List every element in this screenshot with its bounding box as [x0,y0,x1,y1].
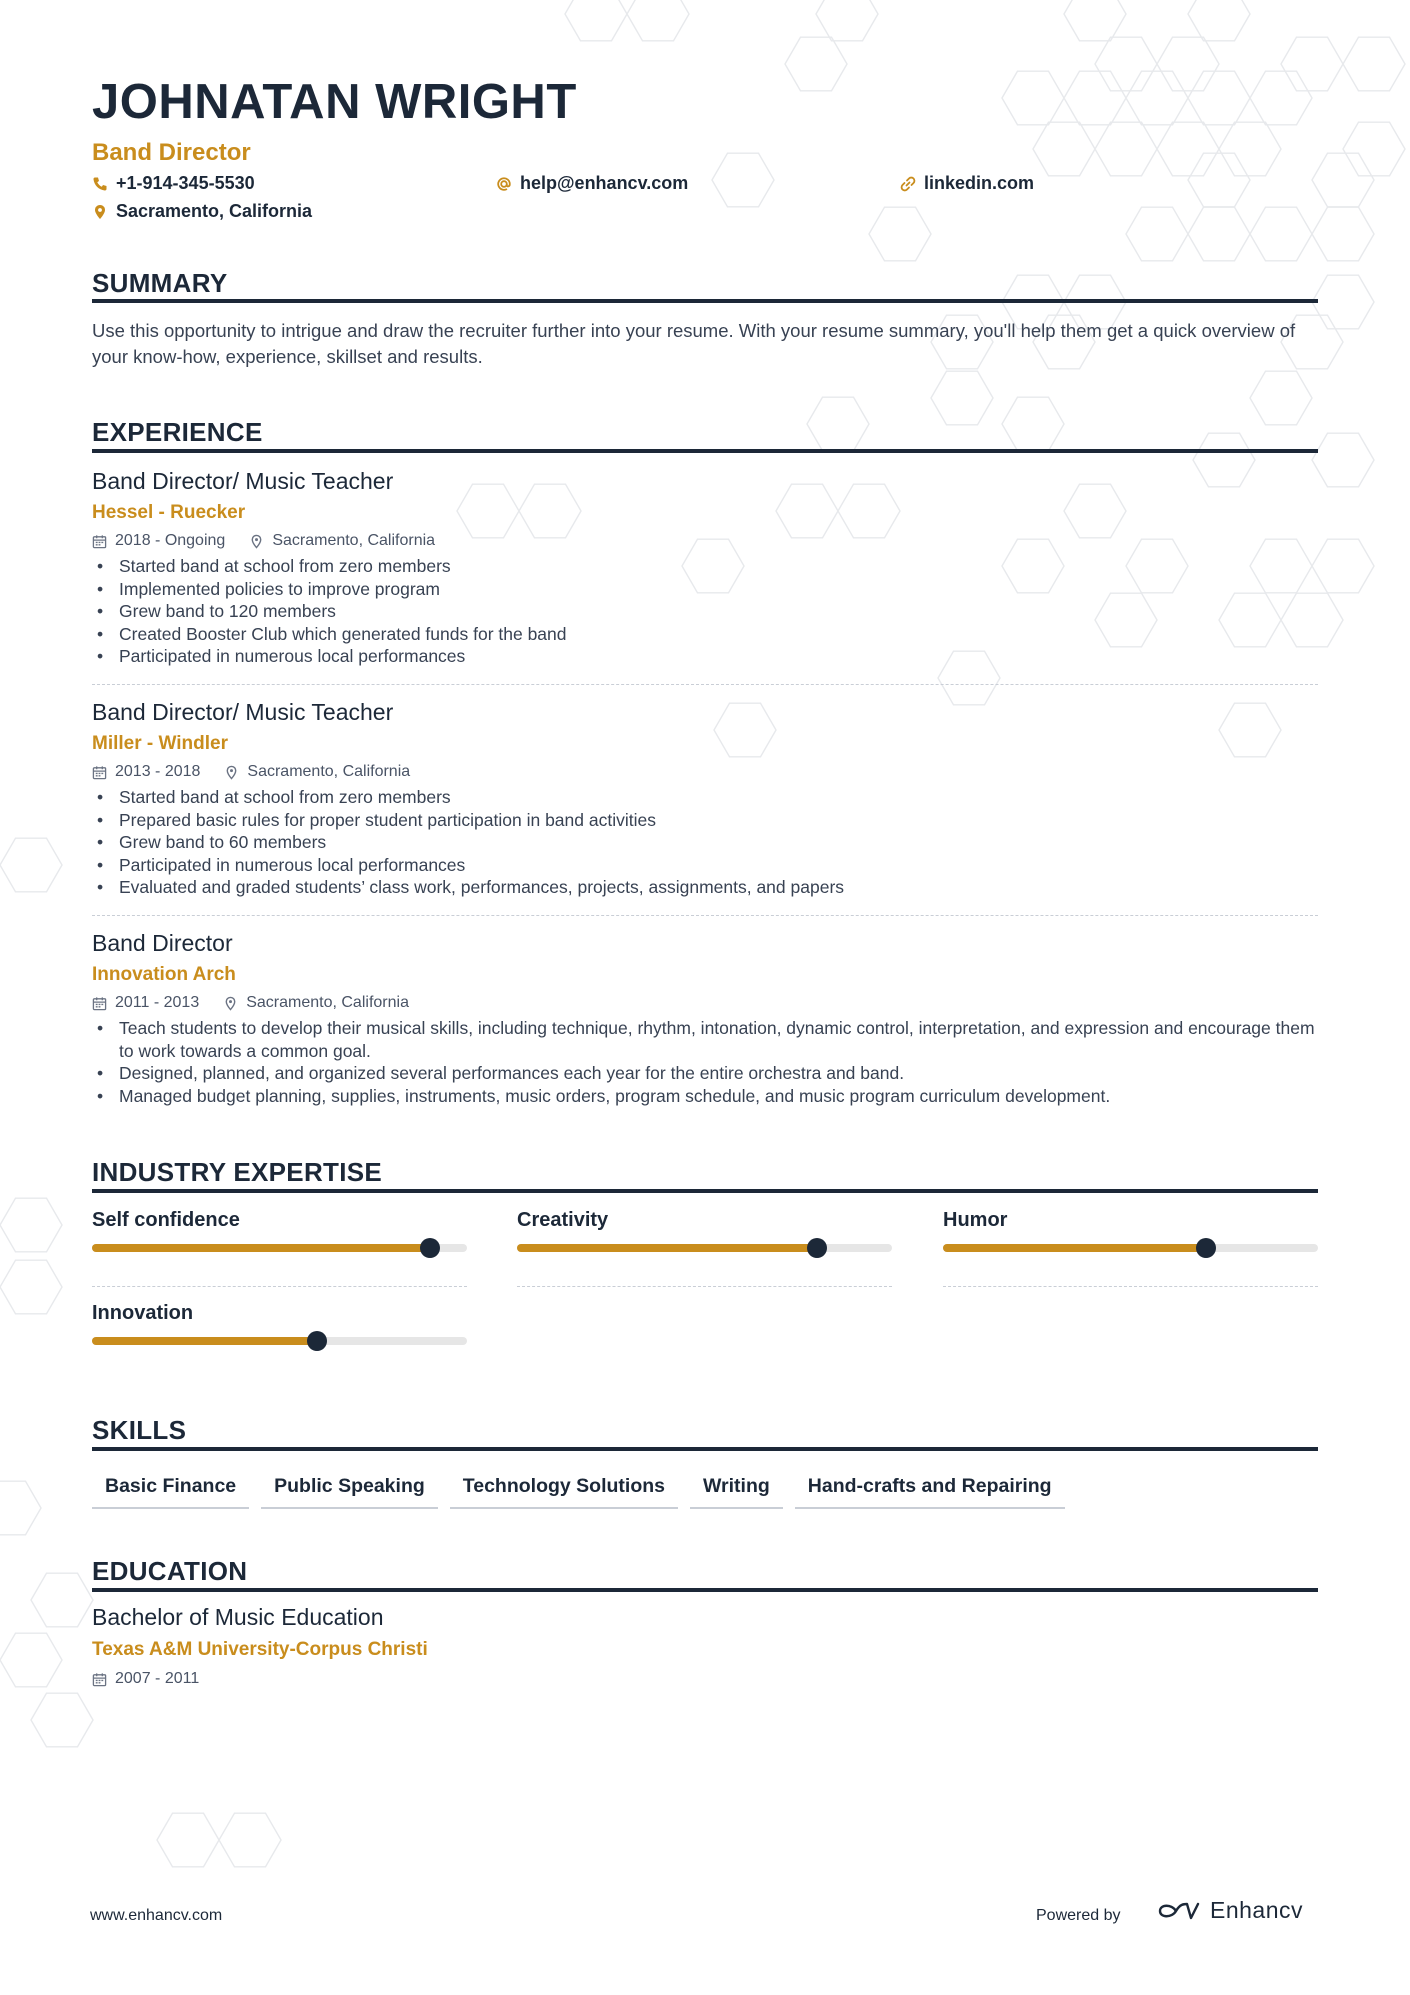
job-bullets [92,786,1318,899]
expertise-fill [517,1244,817,1252]
phone-icon [92,176,108,192]
bullet-item: • Created Booster Club which generated funds for the band [92,623,1318,646]
hexagon-shape [219,1813,281,1867]
education-dates-row [92,1670,199,1688]
job-location: Sacramento, California [272,532,436,549]
hexagon-shape [1157,122,1219,176]
hexagon-shape [1188,71,1250,125]
expertise-track [517,1244,892,1252]
hexagon-shape [807,397,869,451]
linkedin-text[interactable]: linkedin.com [924,173,1035,193]
hexagon-shape [0,1198,62,1252]
email-text[interactable]: help@enhancv.com [520,173,689,193]
job-bullets [92,555,1318,668]
expertise-track [92,1337,467,1345]
hexagon-shape [0,1260,62,1314]
location-text: Sacramento, California [116,201,313,221]
education-rule [92,1588,1318,1592]
location-pin-icon [92,204,108,220]
job-title: Band Director [92,930,233,956]
expertise-name: Creativity [517,1209,609,1231]
hexagon-shape [1188,153,1250,207]
bullet-item: • Evaluated and graded students’ class work, performances, projects, assignments, and papers [92,876,1318,899]
education-school: Texas A&M University-Corpus Christi [92,1639,428,1660]
hexagon-shape [31,1573,93,1627]
brand-name: Enhancv [1210,1897,1304,1923]
skill-tag: Basic Finance [92,1468,249,1509]
education-dates: 2007 - 2011 [115,1670,200,1687]
hexagon-shape [1312,207,1374,261]
enhancv-brand[interactable] [1156,1897,1303,1924]
skills-rule [92,1447,1318,1451]
job-meta [92,529,1318,553]
at-icon [496,176,512,192]
footer-url[interactable]: www.enhancv.com [90,1907,223,1924]
calendar-icon [92,534,107,549]
job-location: Sacramento, California [246,994,409,1011]
bullet-item: • Implemented policies to improve program [92,578,1318,601]
skills-heading: SKILLS [92,1415,187,1445]
bullet-item: • Started band at school from zero members [92,786,1318,809]
expertise-fill [92,1244,430,1252]
job-divider [92,915,1318,916]
job-meta [92,991,1318,1015]
hexagon-shape [712,153,774,207]
bullet-item: • Participated in numerous local performances [92,645,1318,668]
hexagon-shape [1312,153,1374,207]
hexagon-shape [1002,397,1064,451]
hexagon-shape [816,0,878,41]
expertise-rule [92,1189,1318,1193]
enhancv-logo-icon [1156,1899,1202,1923]
education-heading: EDUCATION [92,1556,248,1586]
expertise-item [943,1207,1318,1252]
bullet-item: • Teach students to develop their musical skills, including technique, rhythm, intonation, dynamic control, interpretation, and expression and encourage them to work towards a common goal. [92,1017,1318,1062]
email-contact [496,173,688,194]
hexagon-shape [1312,275,1374,329]
job-company: Miller - Windler [92,733,229,754]
hexagon-shape [1343,37,1405,91]
hexagon-shape [785,37,847,91]
expertise-item [92,1300,467,1345]
candidate-role: Band Director [92,139,251,166]
calendar-icon [92,996,107,1011]
hexagon-shape [1002,71,1064,125]
hexagon-shape [931,371,993,425]
job-entry [92,465,1318,668]
link-icon [900,176,916,192]
hexagon-shape [565,0,627,41]
powered-by-label: Powered by [1036,1907,1121,1924]
expertise-fill [92,1337,317,1345]
hexagon-shape [1312,539,1374,593]
hexagon-shape [1157,37,1219,91]
location-pin-icon [223,996,238,1011]
hexagon-shape [1250,71,1312,125]
hexagon-shape [1126,207,1188,261]
skill-tag: Hand-crafts and Repairing [795,1468,1065,1509]
experience-rule [92,449,1318,453]
hexagon-shape [1281,37,1343,91]
hexagon-shape [1188,207,1250,261]
expertise-divider [517,1286,892,1287]
expertise-name: Humor [943,1209,1008,1231]
expertise-heading: INDUSTRY EXPERTISE [92,1157,383,1187]
expertise-name: Innovation [92,1302,194,1324]
expertise-track [943,1244,1318,1252]
bullet-item: • Managed budget planning, supplies, instruments, music orders, program schedule, and music program curriculum development. [92,1085,1318,1108]
bullet-item: • Designed, planned, and organized several performances each year for the entire orchestra and band. [92,1062,1318,1085]
bullet-item: • Participated in numerous local performances [92,854,1318,877]
job-title: Band Director/ Music Teacher [92,468,394,494]
hexagon-shape [1250,207,1312,261]
hexagon-shape [0,1481,41,1535]
expertise-fill [943,1244,1206,1252]
location-contact [92,201,312,222]
hexagon-shape [627,0,689,41]
location-pin-icon [249,534,264,549]
phone-contact [92,173,255,194]
skill-tag: Public Speaking [261,1468,438,1509]
expertise-name: Self confidence [92,1209,240,1231]
expertise-knob [807,1238,827,1258]
job-dates: 2018 - Ongoing [115,532,226,549]
hexagon-shape [1033,122,1095,176]
hexagon-shape [0,1633,62,1687]
hexagon-shape [1064,0,1126,41]
job-title: Band Director/ Music Teacher [92,699,394,725]
job-dates: 2013 - 2018 [115,763,201,780]
job-bullets [92,1017,1318,1107]
job-company: Innovation Arch [92,964,236,985]
hexagon-shape [1188,0,1250,41]
expertise-divider [92,1286,467,1287]
experience-heading: EXPERIENCE [92,417,263,447]
expertise-item [517,1207,892,1252]
candidate-name: JOHNATAN WRIGHT [92,75,577,129]
bullet-item: • Grew band to 120 members [92,600,1318,623]
job-meta [92,760,1318,784]
hexagon-shape [0,838,62,892]
bullet-item: • Prepared basic rules for proper student participation in band activities [92,809,1318,832]
hexagon-shape [1095,122,1157,176]
hexagon-shape [1343,122,1405,176]
summary-text: Use this opportunity to intrigue and draw the recruiter further into your resume. With your resume summary, you'll help them get a quick overview of your know-how, experience, skillset and results. [92,320,1296,367]
summary-heading: SUMMARY [92,268,228,298]
job-location: Sacramento, California [247,763,411,780]
expertise-item [92,1207,467,1252]
job-entry [92,696,1318,899]
hexagon-shape [1312,433,1374,487]
bullet-item: • Grew band to 60 members [92,831,1318,854]
hexagon-shape [1095,37,1157,91]
linkedin-contact [900,173,1034,194]
job-dates: 2011 - 2013 [115,994,200,1011]
expertise-knob [420,1238,440,1258]
hexagon-shape [1064,71,1126,125]
hexagon-shape [1219,122,1281,176]
bullet-item: • Started band at school from zero members [92,555,1318,578]
expertise-divider [943,1286,1318,1287]
job-entry [92,927,1318,1107]
job-company: Hessel - Ruecker [92,502,246,523]
expertise-knob [307,1331,327,1351]
calendar-icon [92,1672,107,1687]
summary-rule [92,299,1318,303]
hexagon-shape [157,1813,219,1867]
hexagon-shape [869,207,931,261]
hexagon-shape [31,1693,93,1747]
skill-tag: Writing [690,1468,783,1509]
expertise-track [92,1244,467,1252]
location-pin-icon [224,765,239,780]
expertise-knob [1196,1238,1216,1258]
calendar-icon [92,765,107,780]
phone-text[interactable]: +1-914-345-5530 [116,173,255,193]
skill-tag: Technology Solutions [450,1468,678,1509]
job-divider [92,684,1318,685]
skills-list [92,1468,1065,1509]
hexagon-shape [1250,371,1312,425]
education-degree: Bachelor of Music Education [92,1604,384,1630]
hexagon-shape [1126,71,1188,125]
